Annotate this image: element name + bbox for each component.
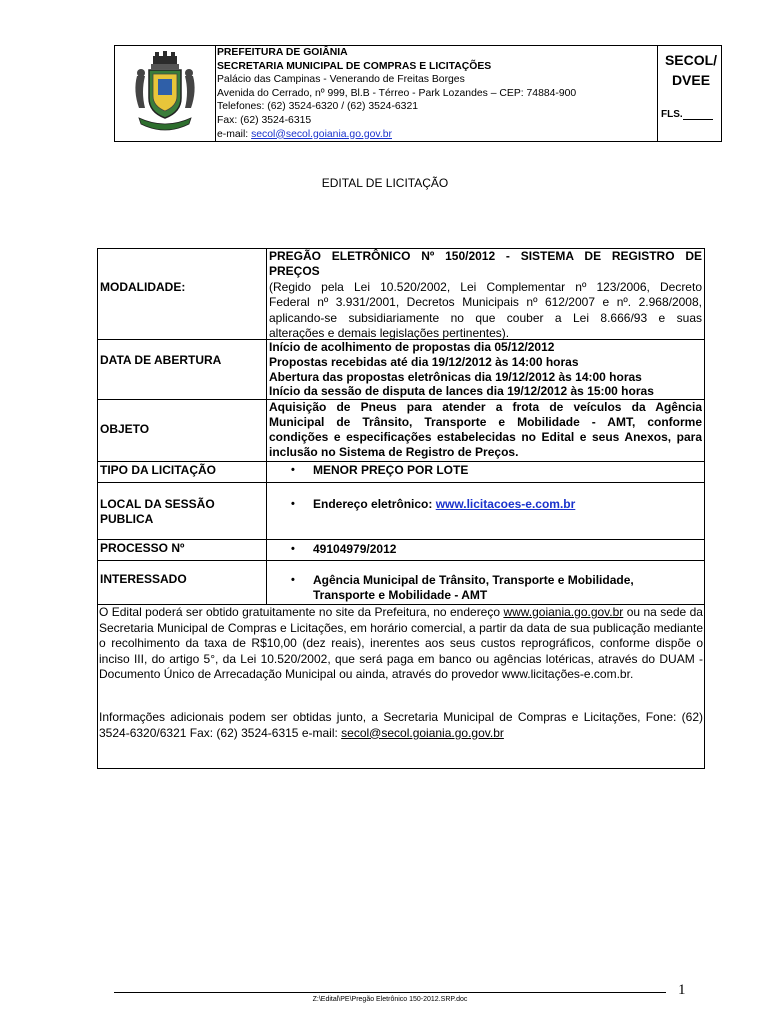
modalidade-title: PREGÃO ELETRÔNICO Nº 150/2012 - SISTEMA DE REGISTRO DE [269,249,702,263]
value-tipo-licitacao: MENOR PREÇO POR LOTE [313,463,469,477]
label-local-sessao [100,497,215,527]
value-interessado [313,573,700,602]
bullet: • [291,574,295,586]
document-title: EDITAL DE LICITAÇÃO [321,176,449,190]
paragraph-text: O Edital poderá ser obtido gratuitamente no site da Prefeitura, no endereço [99,605,504,619]
label-modalidade: MODALIDADE: [100,280,186,294]
fls-label: FLS. [661,109,683,120]
fls-blank-line [683,119,713,120]
value-modalidade [269,249,702,341]
objeto-line: inclusão no Sistema de Registro de Preços. [269,445,519,459]
label-line: PUBLICA [100,512,154,526]
row-divider [98,461,704,462]
abertura-line: Propostas recebidas até dia 19/12/2012 às 14:00 horas [269,354,579,369]
modalidade-legal-line: aplicando-se subsidiariamente no que couber a Lei 8.666/93 e suas [269,310,702,325]
fls-field [661,109,713,120]
org-department: SECRETARIA MUNICIPAL DE COMPRAS E LICITAÇÕES [217,60,492,72]
org-name: PREFEITURA DE GOIÂNIA [217,47,348,58]
label-processo: PROCESSO Nº [100,541,185,555]
email-link[interactable]: secol@secol.goiania.go.gov.br [251,128,392,140]
footer-divider [114,992,666,993]
label-data-abertura: DATA DE ABERTURA [100,353,222,367]
licitacoes-link[interactable]: www.licitacoes-e.com.br [435,497,576,511]
objeto-line: Aquisição de Pneus para atender a frota de veículos da Agência [269,400,702,414]
email-label: e-mail: [217,128,252,140]
fax-line: Fax: (62) 3524-6315 [217,114,312,126]
dept-code-line: DVEE [671,72,711,88]
page-number: 1 [678,982,686,998]
row-divider [98,482,704,483]
abertura-line: Início de acolhimento de propostas dia 05/12/2012 [269,340,555,354]
phone-line: Telefones: (62) 3524-6320 / (62) 3524-6321 [217,101,419,113]
organization-info [216,46,658,141]
bullet: • [291,464,295,476]
paragraph-text: Informações adicionais podem ser obtidas junto, a Secretaria Municipal de Compras e Licitações, Fone: (62) 3524-6320/6321 Fax: (62) 3524-6315 e-mail: [99,710,703,740]
address-line: Palácio das Campinas - Venerando de Freitas Borges [217,74,465,86]
contact-email-link[interactable]: secol@secol.goiania.go.gov.br [341,725,504,740]
row-divider [98,539,704,540]
interessado-line: Agência Municipal de Trânsito, Transporte e Mobilidade, [313,573,634,587]
edital-table [97,248,705,769]
objeto-line: Municipal de Trânsito, Transporte e Mobilidade - AMT, conforme [269,415,702,429]
address-line: Avenida do Cerrado, nº 999, Bl.B - Térreo - Park Lozandes – CEP: 74884-900 [217,87,577,99]
label-objeto: OBJETO [100,422,150,436]
additional-info-paragraph [99,710,703,741]
interessado-line: Transporte e Mobilidade - AMT [313,587,488,602]
coat-of-arms-icon [115,46,215,141]
local-prefix: Endereço eletrônico: [313,497,436,511]
column-divider [266,249,267,604]
paragraph-text: ou na sede da Secretaria Municipal de Compras e Licitações, em horário comercial, a partir da data de sua publicação mediante o recolhimento da taxa de R$10,00 (dez reais), inerentes aos seus custos reprográficos, conforme dispõe o inciso III, do artigo 5°, da Lei 10.520/2002, que será paga em banco ou agências lotéricas, através do DUAM - Documento Único de Arrecadação Municipal ou ainda, através do provedor www.licitações-e.com.br. [99,605,703,681]
document-header [114,45,722,142]
objeto-line: condições e especificações estabelecidas no Edital e seus Anexos, para [269,430,702,444]
email-line [217,128,657,142]
bullet: • [291,498,295,510]
abertura-line: Início da sessão de disputa de lances dia 19/12/2012 às 15:00 horas [269,384,654,399]
modalidade-title: PREÇOS [269,264,320,279]
row-divider [98,560,704,561]
value-objeto [269,400,702,460]
value-local-sessao [313,497,700,512]
value-data-abertura [269,340,702,399]
goiania-site-link[interactable]: www.goiania.go.gov.br [503,605,624,619]
dept-code [661,50,721,90]
label-tipo-licitacao: TIPO DA LICITAÇÃO [100,463,216,477]
value-processo: 49104979/2012 [313,542,397,556]
modalidade-legal-line: alterações e demais legislações pertinentes). [269,325,510,340]
footer-file-path: Z:\Edital\PE\Pregão Eletrônico 150-2012.SRP.doc [312,996,468,1003]
modalidade-legal-line: Federal nº 3.931/2001, Decretos Municipais nº 612/2007 e nº. 2.968/2008, [269,295,702,310]
dept-code-line: SECOL/ [664,52,718,68]
label-line: LOCAL DA SESSÃO [100,497,215,511]
modalidade-legal-line: (Regido pela Lei 10.520/2002, Lei Complementar nº 123/2006, Decreto [269,279,702,294]
goiania-coat-of-arms-logo [115,46,216,141]
edital-availability-paragraph [99,605,703,683]
abertura-line: Abertura das propostas eletrônicas dia 19/12/2012 às 14:00 horas [269,369,642,384]
label-interessado: INTERESSADO [100,572,187,586]
bullet: • [291,543,295,555]
